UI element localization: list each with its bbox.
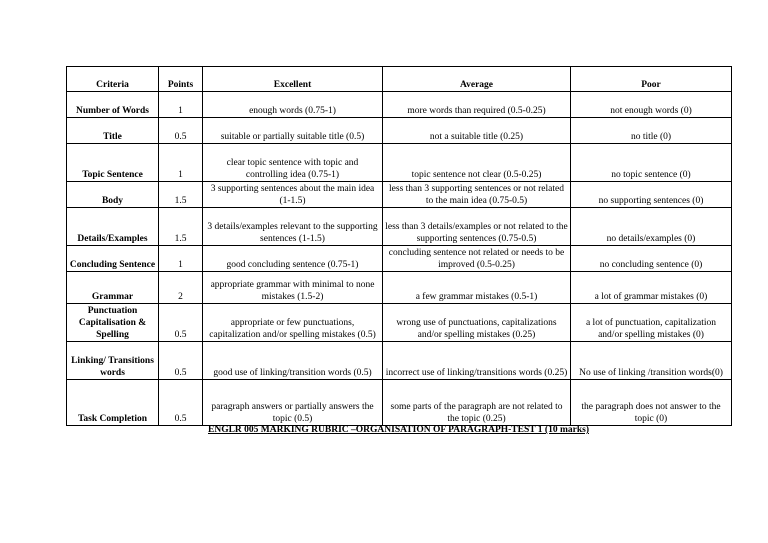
points-cell: 1: [159, 144, 203, 182]
table-row: [67, 304, 732, 342]
poor-cell: no topic sentence (0): [571, 144, 732, 182]
rubric-table: [66, 66, 732, 426]
excellent-cell: appropriate or few punctuations, capitalization and/or spelling mistakes (0.5): [203, 304, 383, 342]
criteria-cell: Topic Sentence: [67, 144, 159, 182]
points-cell: 1: [159, 246, 203, 272]
points-cell: 0.5: [159, 304, 203, 342]
criteria-cell: Number of Words: [67, 92, 159, 118]
poor-cell: not enough words (0): [571, 92, 732, 118]
header-poor: Poor: [571, 67, 732, 92]
poor-cell: a lot of grammar mistakes (0): [571, 272, 732, 304]
header-points: Points: [159, 67, 203, 92]
poor-cell: a lot of punctuation, capitalization and/or spelling mistakes (0): [571, 304, 732, 342]
table-row: [67, 272, 732, 304]
table-row: [67, 380, 732, 426]
poor-cell: No use of linking /transition words(0): [571, 342, 732, 380]
average-cell: wrong use of punctuations, capitalizations and/or spelling mistakes (0.25): [383, 304, 571, 342]
average-cell: concluding sentence not related or needs to be improved (0.5-0.25): [383, 246, 571, 272]
points-cell: 1.5: [159, 182, 203, 208]
criteria-cell: Punctuation Capitalisation & Spelling: [67, 304, 159, 342]
criteria-cell: Concluding Sentence: [67, 246, 159, 272]
excellent-cell: clear topic sentence with topic and controlling idea (0.75-1): [203, 144, 383, 182]
header-excellent: Excellent: [203, 67, 383, 92]
points-cell: 0.5: [159, 342, 203, 380]
table-row: [67, 342, 732, 380]
header-average: Average: [383, 67, 571, 92]
table-row: [67, 208, 732, 246]
poor-cell: no title (0): [571, 118, 732, 144]
points-cell: 0.5: [159, 118, 203, 144]
excellent-cell: 3 supporting sentences about the main idea (1-1.5): [203, 182, 383, 208]
points-cell: 0.5: [159, 380, 203, 426]
table-row: [67, 182, 732, 208]
excellent-cell: 3 details/examples relevant to the supporting sentences (1-1.5): [203, 208, 383, 246]
poor-cell: no concluding sentence (0): [571, 246, 732, 272]
poor-cell: no details/examples (0): [571, 208, 732, 246]
excellent-cell: paragraph answers or partially answers the topic (0.5): [203, 380, 383, 426]
points-cell: 1.5: [159, 208, 203, 246]
average-cell: not a suitable title (0.25): [383, 118, 571, 144]
rubric-caption: ENGLR 005 MARKING RUBRIC –ORGANISATION OF PARAGRAPH-TEST 1 (10 marks): [208, 425, 589, 435]
header-criteria: Criteria: [67, 67, 159, 92]
poor-cell: no supporting sentences (0): [571, 182, 732, 208]
average-cell: a few grammar mistakes (0.5-1): [383, 272, 571, 304]
table-row: [67, 118, 732, 144]
average-cell: some parts of the paragraph are not related to the topic (0.25): [383, 380, 571, 426]
criteria-cell: Grammar: [67, 272, 159, 304]
average-cell: topic sentence not clear (0.5-0.25): [383, 144, 571, 182]
points-cell: 1: [159, 92, 203, 118]
excellent-cell: appropriate grammar with minimal to none mistakes (1.5-2): [203, 272, 383, 304]
average-cell: incorrect use of linking/transitions words (0.25): [383, 342, 571, 380]
excellent-cell: good concluding sentence (0.75-1): [203, 246, 383, 272]
criteria-cell: Title: [67, 118, 159, 144]
average-cell: less than 3 supporting sentences or not related to the main idea (0.75-0.5): [383, 182, 571, 208]
excellent-cell: good use of linking/transition words (0.5): [203, 342, 383, 380]
criteria-cell: Task Completion: [67, 380, 159, 426]
header-row: [67, 67, 732, 92]
table-row: [67, 92, 732, 118]
table-row: [67, 246, 732, 272]
average-cell: more words than required (0.5-0.25): [383, 92, 571, 118]
excellent-cell: enough words (0.75-1): [203, 92, 383, 118]
average-cell: less than 3 details/examples or not related to the supporting sentences (0.75-0.5): [383, 208, 571, 246]
table-row: [67, 144, 732, 182]
poor-cell: the paragraph does not answer to the topic (0): [571, 380, 732, 426]
criteria-cell: Details/Examples: [67, 208, 159, 246]
excellent-cell: suitable or partially suitable title (0.5): [203, 118, 383, 144]
criteria-cell: Linking/ Transitions words: [67, 342, 159, 380]
criteria-cell: Body: [67, 182, 159, 208]
points-cell: 2: [159, 272, 203, 304]
